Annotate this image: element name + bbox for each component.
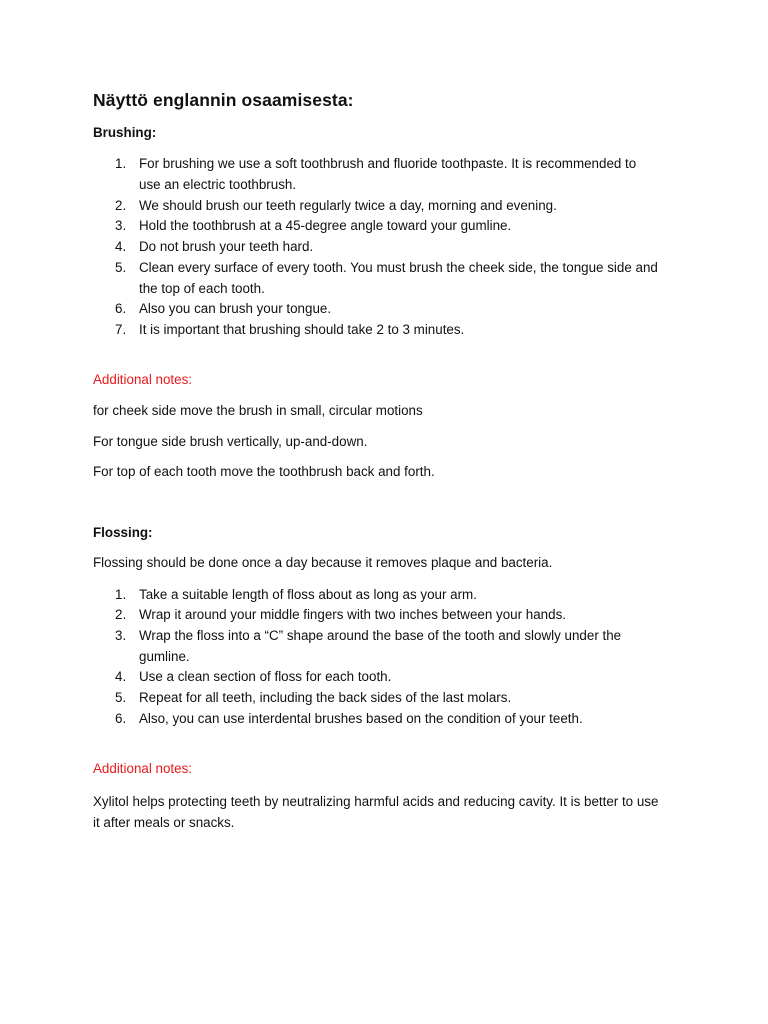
list-text: Use a clean section of floss for each tooth. (139, 669, 392, 684)
list-text: Also, you can use interdental brushes based on the condition of your teeth. (139, 711, 583, 726)
list-number: 1. (115, 156, 127, 171)
page-title: Näyttö englannin osaamisesta: (93, 90, 354, 110)
list-number: 4. (115, 669, 127, 684)
flossing-heading: Flossing: (93, 525, 153, 540)
list-number: 2. (115, 607, 127, 622)
list-number: 6. (115, 711, 127, 726)
note-cheek-side: for cheek side move the brush in small, circular motions (93, 403, 423, 418)
list-text: Also you can brush your tongue. (139, 301, 332, 316)
list-number: 7. (115, 322, 127, 337)
list-item (93, 666, 683, 687)
list-text: Wrap it around your middle fingers with two inches between your hands. (139, 607, 566, 622)
list-text: Hold the toothbrush at a 45-degree angle toward your gumline. (139, 218, 512, 233)
list-item (93, 236, 683, 257)
list-number: 4. (115, 239, 127, 254)
list-number: 5. (115, 690, 127, 705)
list-number: 5. (115, 260, 127, 275)
list-text: Wrap the floss into a “C” shape around the base of the tooth and slowly under the gumline. (139, 628, 622, 664)
list-text: We should brush our teeth regularly twice a day, morning and evening. (139, 198, 557, 213)
list-item (93, 153, 683, 195)
list-item (93, 584, 683, 605)
list-item (93, 319, 683, 340)
list-item (93, 215, 683, 236)
list-item (93, 708, 683, 729)
list-item (93, 604, 683, 625)
list-item (93, 687, 683, 708)
list-text: Do not brush your teeth hard. (139, 239, 314, 254)
xylitol-note: Xylitol helps protecting teeth by neutralizing harmful acids and reducing cavity. It is better to use it after meals or snacks. (93, 794, 659, 830)
list-item (93, 298, 683, 319)
list-text: Repeat for all teeth, including the back sides of the last molars. (139, 690, 512, 705)
list-number: 2. (115, 198, 127, 213)
list-text: Clean every surface of every tooth. You must brush the cheek side, the tongue side and the top of each tooth. (139, 260, 658, 296)
list-text: It is important that brushing should take 2 to 3 minutes. (139, 322, 465, 337)
list-number: 3. (115, 218, 127, 233)
list-item (93, 195, 683, 216)
note-tongue-side: For tongue side brush vertically, up-and-down. (93, 434, 368, 449)
list-text: For brushing we use a soft toothbrush and fluoride toothpaste. It is recommended to use an electric toothbrush. (139, 156, 637, 192)
list-number: 3. (115, 628, 127, 643)
note-top-side: For top of each tooth move the toothbrush back and forth. (93, 464, 435, 479)
list-item (93, 625, 683, 667)
list-text: Take a suitable length of floss about as long as your arm. (139, 587, 477, 602)
brushing-heading: Brushing: (93, 125, 157, 140)
list-item (93, 257, 683, 299)
list-number: 6. (115, 301, 127, 316)
additional-notes-heading: Additional notes: (93, 372, 193, 387)
flossing-intro: Flossing should be done once a day because it removes plaque and bacteria. (93, 555, 553, 570)
additional-notes-heading: Additional notes: (93, 761, 193, 776)
list-number: 1. (115, 587, 127, 602)
